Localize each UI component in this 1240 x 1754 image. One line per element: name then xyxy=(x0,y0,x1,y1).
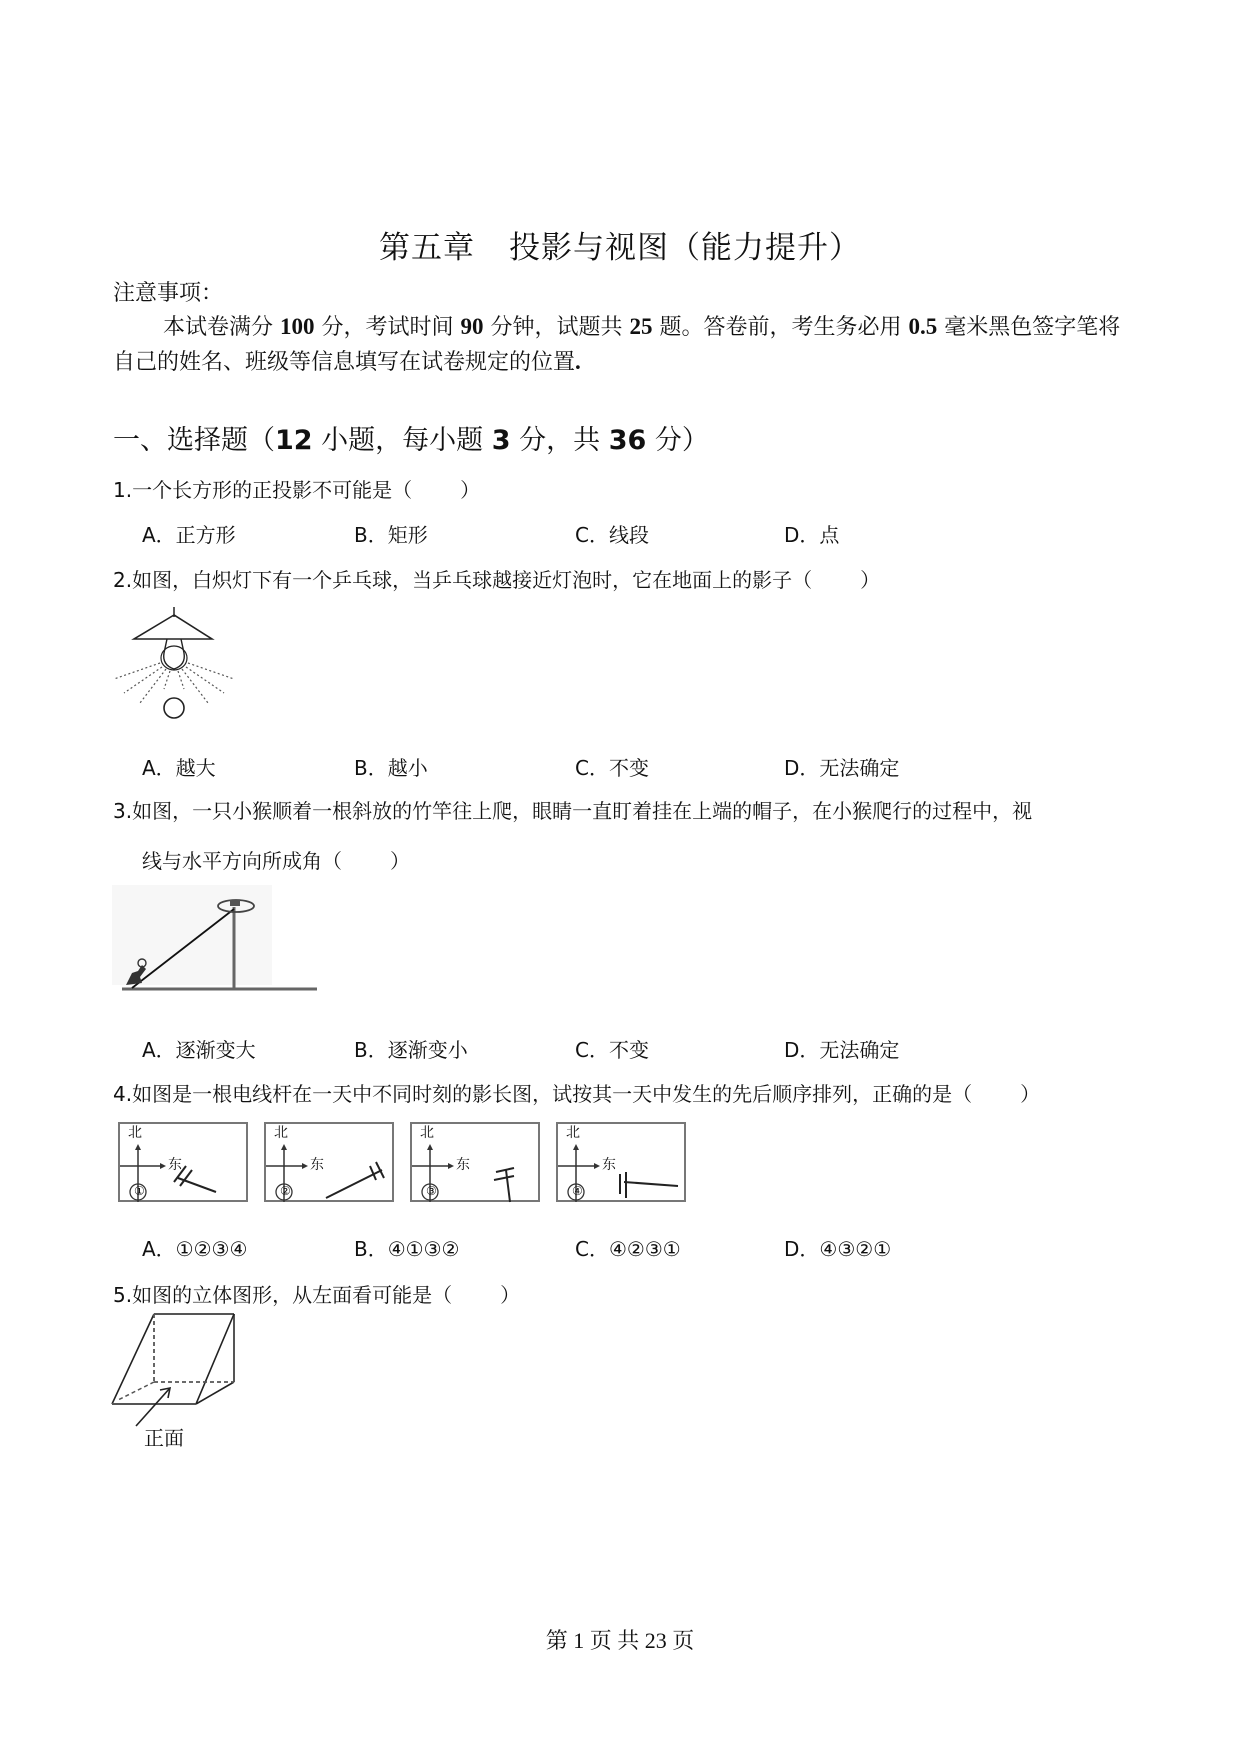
question-count: 25 xyxy=(629,314,653,339)
full-score: 100 xyxy=(280,314,315,339)
monkey-pole-figure xyxy=(112,885,322,993)
q3-option-d[interactable]: D．无法确定 xyxy=(784,1038,900,1062)
q1-option-c[interactable]: C．线段 xyxy=(575,523,649,547)
q2-option-a[interactable]: A．越大 xyxy=(142,756,216,780)
section-header: 一、选择题（12 小题，每小题 3 分，共 36 分） xyxy=(113,425,709,456)
page-footer: 第 1 页 共 23 页 xyxy=(545,1628,695,1653)
q3-option-a[interactable]: A．逐渐变大 xyxy=(142,1038,256,1062)
q3-option-b[interactable]: B．逐渐变小 xyxy=(354,1038,468,1062)
chapter-topic: 投影与视图（能力提升） xyxy=(509,230,861,266)
shadow-panel-4: 北 东 ④ xyxy=(556,1122,686,1202)
question-5: 5.如图的立体图形，从左面看可能是（ ） xyxy=(113,1283,521,1307)
lamp-ball-figure xyxy=(112,605,237,725)
shadow-panel-1: 北 东 ① xyxy=(118,1122,248,1202)
q1-option-d[interactable]: D．点 xyxy=(784,523,840,547)
q1-option-a[interactable]: A．正方形 xyxy=(142,523,236,547)
question-3: 3.如图，一只小猴顺着一根斜放的竹竿往上爬，眼睛一直盯着挂在上端的帽子，在小猴爬行的过程中，视 xyxy=(113,799,1033,823)
question-1: 1.一个长方形的正投影不可能是（ ） xyxy=(113,478,481,502)
shadow-panel-3: 北 东 ③ xyxy=(410,1122,540,1202)
q2-option-b[interactable]: B．越小 xyxy=(354,756,428,780)
notice-body: 本试卷满分 100 分，考试时间 90 分钟，试题共 25 题。答卷前，考生务必用 0.5 毫米黑色签字笔将自己的姓名、班级等信息填写在试卷规定的位置. xyxy=(113,314,1121,375)
page-title xyxy=(0,222,1240,267)
shadow-panels-figure xyxy=(118,1122,708,1212)
front-label: 正面 xyxy=(144,1426,184,1450)
question-2: 2.如图，白炽灯下有一个乒乓球，当乒乓球越接近灯泡时，它在地面上的影子（ ） xyxy=(113,568,881,592)
q3-option-c[interactable]: C．不变 xyxy=(575,1038,649,1062)
q4-option-c[interactable]: C．④②③① xyxy=(575,1237,681,1261)
q2-option-c[interactable]: C．不变 xyxy=(575,756,649,780)
q1-option-b[interactable]: B．矩形 xyxy=(354,523,428,547)
question-3-continued: 线与水平方向所成角（ ） xyxy=(142,849,410,873)
shadow-panel-2: 北 东 ② xyxy=(264,1122,394,1202)
chapter-label: 第五章 xyxy=(379,230,475,266)
q4-option-a[interactable]: A．①②③④ xyxy=(142,1237,248,1261)
prism-figure xyxy=(110,1310,240,1450)
q2-option-d[interactable]: D．无法确定 xyxy=(784,756,900,780)
q4-option-d[interactable]: D．④③②① xyxy=(784,1237,892,1261)
exam-time: 90 xyxy=(460,314,484,339)
q4-option-b[interactable]: B．④①③② xyxy=(354,1237,460,1261)
question-4: 4.如图是一根电线杆在一天中不同时刻的影长图，试按其一天中发生的先后顺序排列，正确的是（ ） xyxy=(113,1082,1041,1106)
notice-label: 注意事项： xyxy=(113,281,224,306)
pen-size: 0.5 xyxy=(908,314,938,339)
